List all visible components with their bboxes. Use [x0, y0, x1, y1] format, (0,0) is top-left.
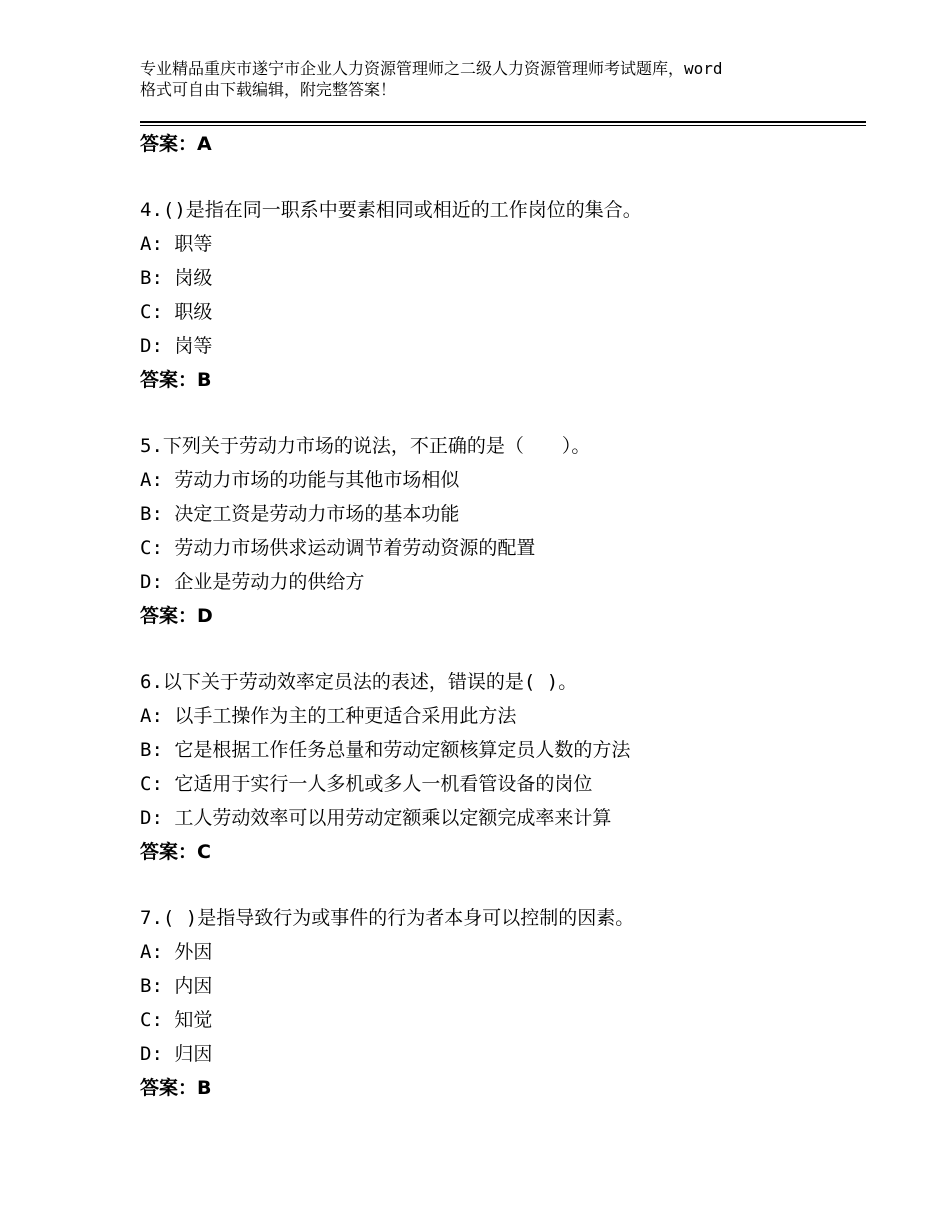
question-block: [140, 901, 860, 1105]
question-stem: 5.下列关于劳动力市场的说法，不正确的是（ ）。: [140, 435, 591, 457]
question-block: [140, 193, 860, 397]
question-stem: 4.()是指在同一职系中要素相同或相近的工作岗位的集合。: [140, 199, 642, 221]
header-divider-thin: [140, 125, 866, 126]
option-a: A: 以手工操作为主的工种更适合采用此方法: [140, 705, 517, 727]
spacer: [140, 397, 860, 429]
question-block: [140, 665, 860, 869]
spacer: [140, 633, 860, 665]
option-a: A: 外因: [140, 941, 213, 963]
option-b: B: 岗级: [140, 267, 213, 289]
spacer: [140, 869, 860, 901]
answer-line: 答案：C: [140, 841, 211, 863]
option-b: B: 它是根据工作任务总量和劳动定额核算定员人数的方法: [140, 739, 631, 761]
option-b: B: 内因: [140, 975, 213, 997]
answer-line: 答案：A: [140, 133, 212, 155]
answer-line: 答案：B: [140, 369, 212, 391]
answer-line: 答案：B: [140, 1077, 212, 1099]
option-d: D: 企业是劳动力的供给方: [140, 571, 365, 593]
option-d: D: 工人劳动效率可以用劳动定额乘以定额完成率来计算: [140, 807, 612, 829]
option-a: A: 职等: [140, 233, 213, 255]
option-d: D: 岗等: [140, 335, 213, 357]
option-d: D: 归因: [140, 1043, 213, 1065]
answer-line: 答案：D: [140, 605, 213, 627]
option-a: A: 劳动力市场的功能与其他市场相似: [140, 469, 460, 491]
header-line-2: 格式可自由下载编辑，附完整答案！: [140, 80, 397, 99]
option-b: B: 决定工资是劳动力市场的基本功能: [140, 503, 460, 525]
header-line-1: 专业精品重庆市遂宁市企业人力资源管理师之二级人力资源管理师考试题库，word: [140, 59, 723, 78]
option-c: C: 知觉: [140, 1009, 213, 1031]
option-c: C: 劳动力市场供求运动调节着劳动资源的配置: [140, 537, 536, 559]
question-block: [140, 429, 860, 633]
question-stem: 6.以下关于劳动效率定员法的表述，错误的是( )。: [140, 671, 578, 693]
question-stem: 7.( )是指导致行为或事件的行为者本身可以控制的因素。: [140, 907, 635, 929]
document-header: [140, 58, 840, 100]
option-c: C: 职级: [140, 301, 213, 323]
option-c: C: 它适用于实行一人多机或多人一机看管设备的岗位: [140, 773, 593, 795]
header-divider-thick: [140, 121, 866, 123]
spacer: [140, 161, 860, 193]
question-list: [140, 127, 860, 1105]
